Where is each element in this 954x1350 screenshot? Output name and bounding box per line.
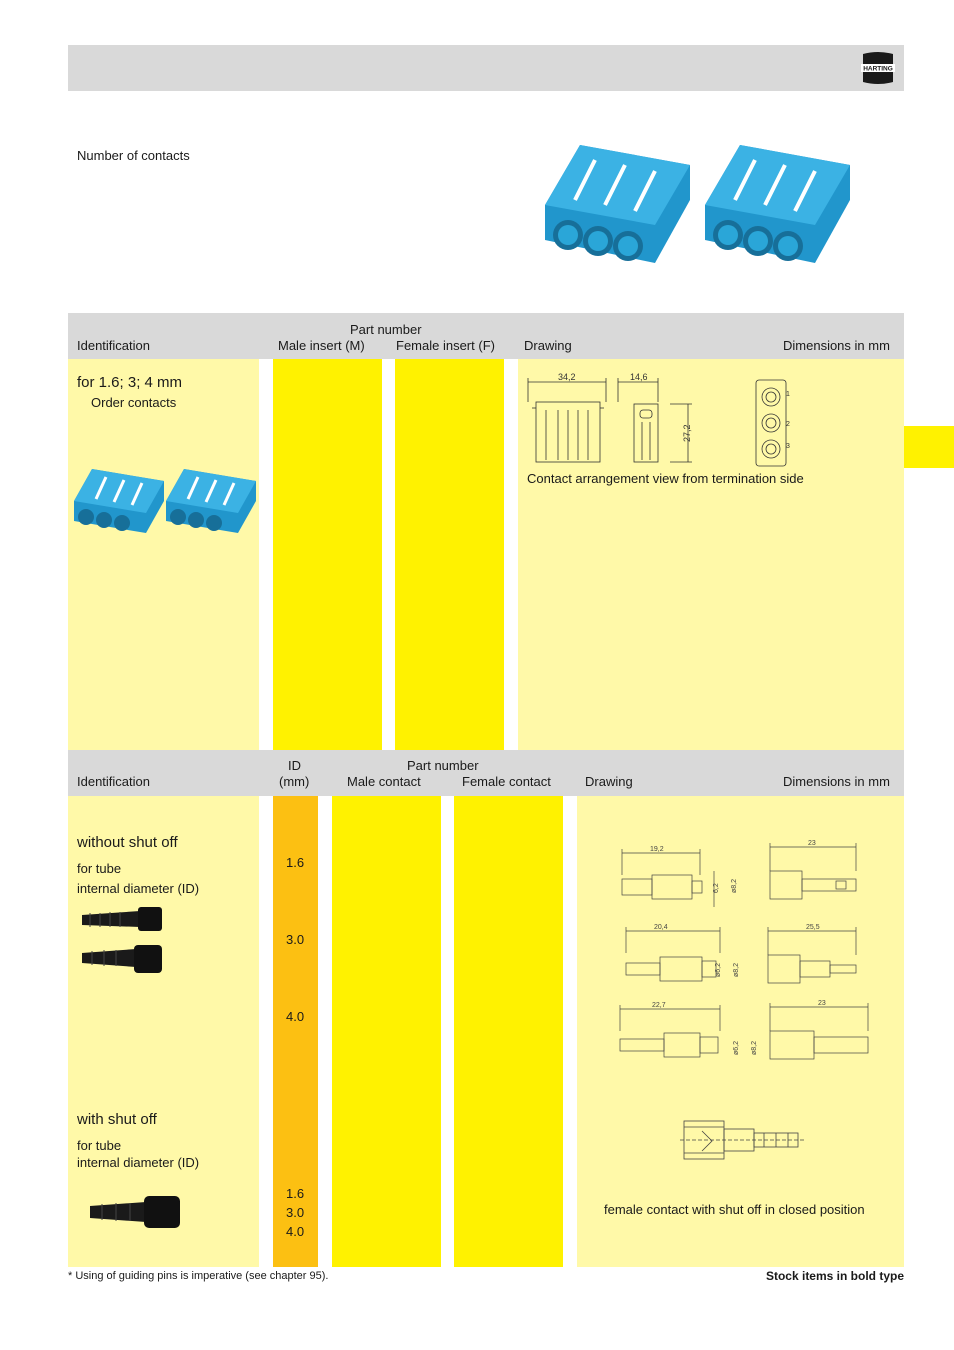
table1-female-insert: Female insert (F): [396, 338, 495, 353]
table2-header: [68, 750, 904, 796]
harting-logo: [857, 50, 899, 86]
table2-id-unit: (mm): [279, 774, 310, 789]
table1-gap-3: [504, 359, 518, 750]
table2-gap-3: [441, 796, 454, 1267]
for-tube-label: for tube: [77, 861, 122, 876]
product-photo: [540, 135, 860, 275]
internal-diameter-label: internal diameter (ID): [77, 881, 200, 896]
chapter-tab: [904, 426, 954, 468]
dim-34-2: 34,2: [558, 372, 576, 382]
dim-14-6: 14,6: [630, 372, 648, 382]
shutoff-contact-drawing: [680, 1117, 805, 1165]
shutoff-caption: female contact with shut off in closed position: [604, 1202, 865, 1217]
table2-identification: Identification: [77, 774, 150, 789]
table1-row-sub: Order contacts: [91, 395, 177, 410]
without-shut-off-title: without shut off: [77, 834, 178, 851]
id-b-4-0: 4.0: [286, 1224, 305, 1239]
dim-8-2: ø8,2: [731, 878, 738, 893]
dim-20-4: 20,4: [654, 924, 668, 931]
dim-27-2: 27,2: [682, 424, 692, 442]
table2-male-column: [332, 796, 441, 1267]
id-b-3-0: 3.0: [286, 1205, 305, 1220]
table2-gap-2: [318, 796, 332, 1267]
dim-ø8-2-c: ø8,2: [751, 1040, 758, 1055]
contacts-technical-drawing: [610, 835, 872, 1075]
table1-male-insert: Male insert (M): [278, 338, 365, 353]
dim-23: 23: [808, 840, 816, 847]
top-bar: [68, 45, 904, 91]
table1-identification: Identification: [77, 338, 150, 353]
table2-male-contact: Male contact: [347, 774, 421, 789]
contacts-photo-without-shutoff: [80, 905, 170, 975]
number-of-contacts-label: Number of contacts: [77, 148, 190, 163]
dim-6-2: 6,2: [713, 883, 720, 893]
id-3-0: 3.0: [286, 932, 305, 947]
table2-drawing: Drawing: [585, 774, 633, 789]
insert-technical-drawing: [522, 372, 802, 472]
table2-part-number: Part number: [407, 758, 479, 773]
table1-drawing-caption: Contact arrangement view from termination side: [527, 471, 804, 486]
for-tube-label-2: for tube: [77, 1138, 122, 1153]
table1-gap-2: [382, 359, 395, 750]
table2-id: ID: [288, 758, 301, 773]
dim-23-c: 23: [818, 1000, 826, 1007]
table2-female-contact: Female contact: [462, 774, 551, 789]
table1-part-number: Part number: [350, 322, 422, 337]
insert-photo-small: [72, 465, 257, 537]
table1-row-title: for 1.6; 3; 4 mm: [77, 374, 183, 391]
id-4-0: 4.0: [286, 1009, 305, 1024]
table1-female-column: [395, 359, 504, 750]
table1-gap-1: [259, 359, 273, 750]
dim-19-2: 19,2: [650, 846, 664, 853]
table2-gap-4: [563, 796, 577, 1267]
contact-3-label: 3: [786, 443, 790, 450]
contact-1-label: 1: [786, 391, 790, 398]
stock-items-note: Stock items in bold type: [765, 1269, 904, 1283]
table1-drawing: Drawing: [524, 338, 572, 353]
contact-photo-with-shutoff: [88, 1192, 183, 1232]
id-b-1-6: 1.6: [286, 1186, 305, 1201]
dim-ø8-2-b: ø8,2: [733, 962, 740, 977]
dim-ø6-2-c: ø6,2: [733, 1040, 740, 1055]
with-shut-off-title: with shut off: [77, 1111, 157, 1128]
footer-note: * Using of guiding pins is imperative (see chapter 95).: [68, 1270, 329, 1282]
id-1-6: 1.6: [286, 855, 305, 870]
table1-male-column: [273, 359, 382, 750]
internal-diameter-label-2: internal diameter (ID): [77, 1155, 200, 1170]
dim-ø6-2-b: ø6,2: [715, 962, 722, 977]
contact-2-label: 2: [786, 421, 790, 428]
dim-25-5: 25,5: [806, 924, 820, 931]
dim-22-7: 22,7: [652, 1002, 666, 1009]
table2-female-column: [454, 796, 563, 1267]
logo-text: HARTING: [863, 65, 893, 73]
table1-dimensions: Dimensions in mm: [783, 338, 890, 353]
table2-gap-1: [259, 796, 273, 1267]
table2-dimensions: Dimensions in mm: [783, 774, 890, 789]
